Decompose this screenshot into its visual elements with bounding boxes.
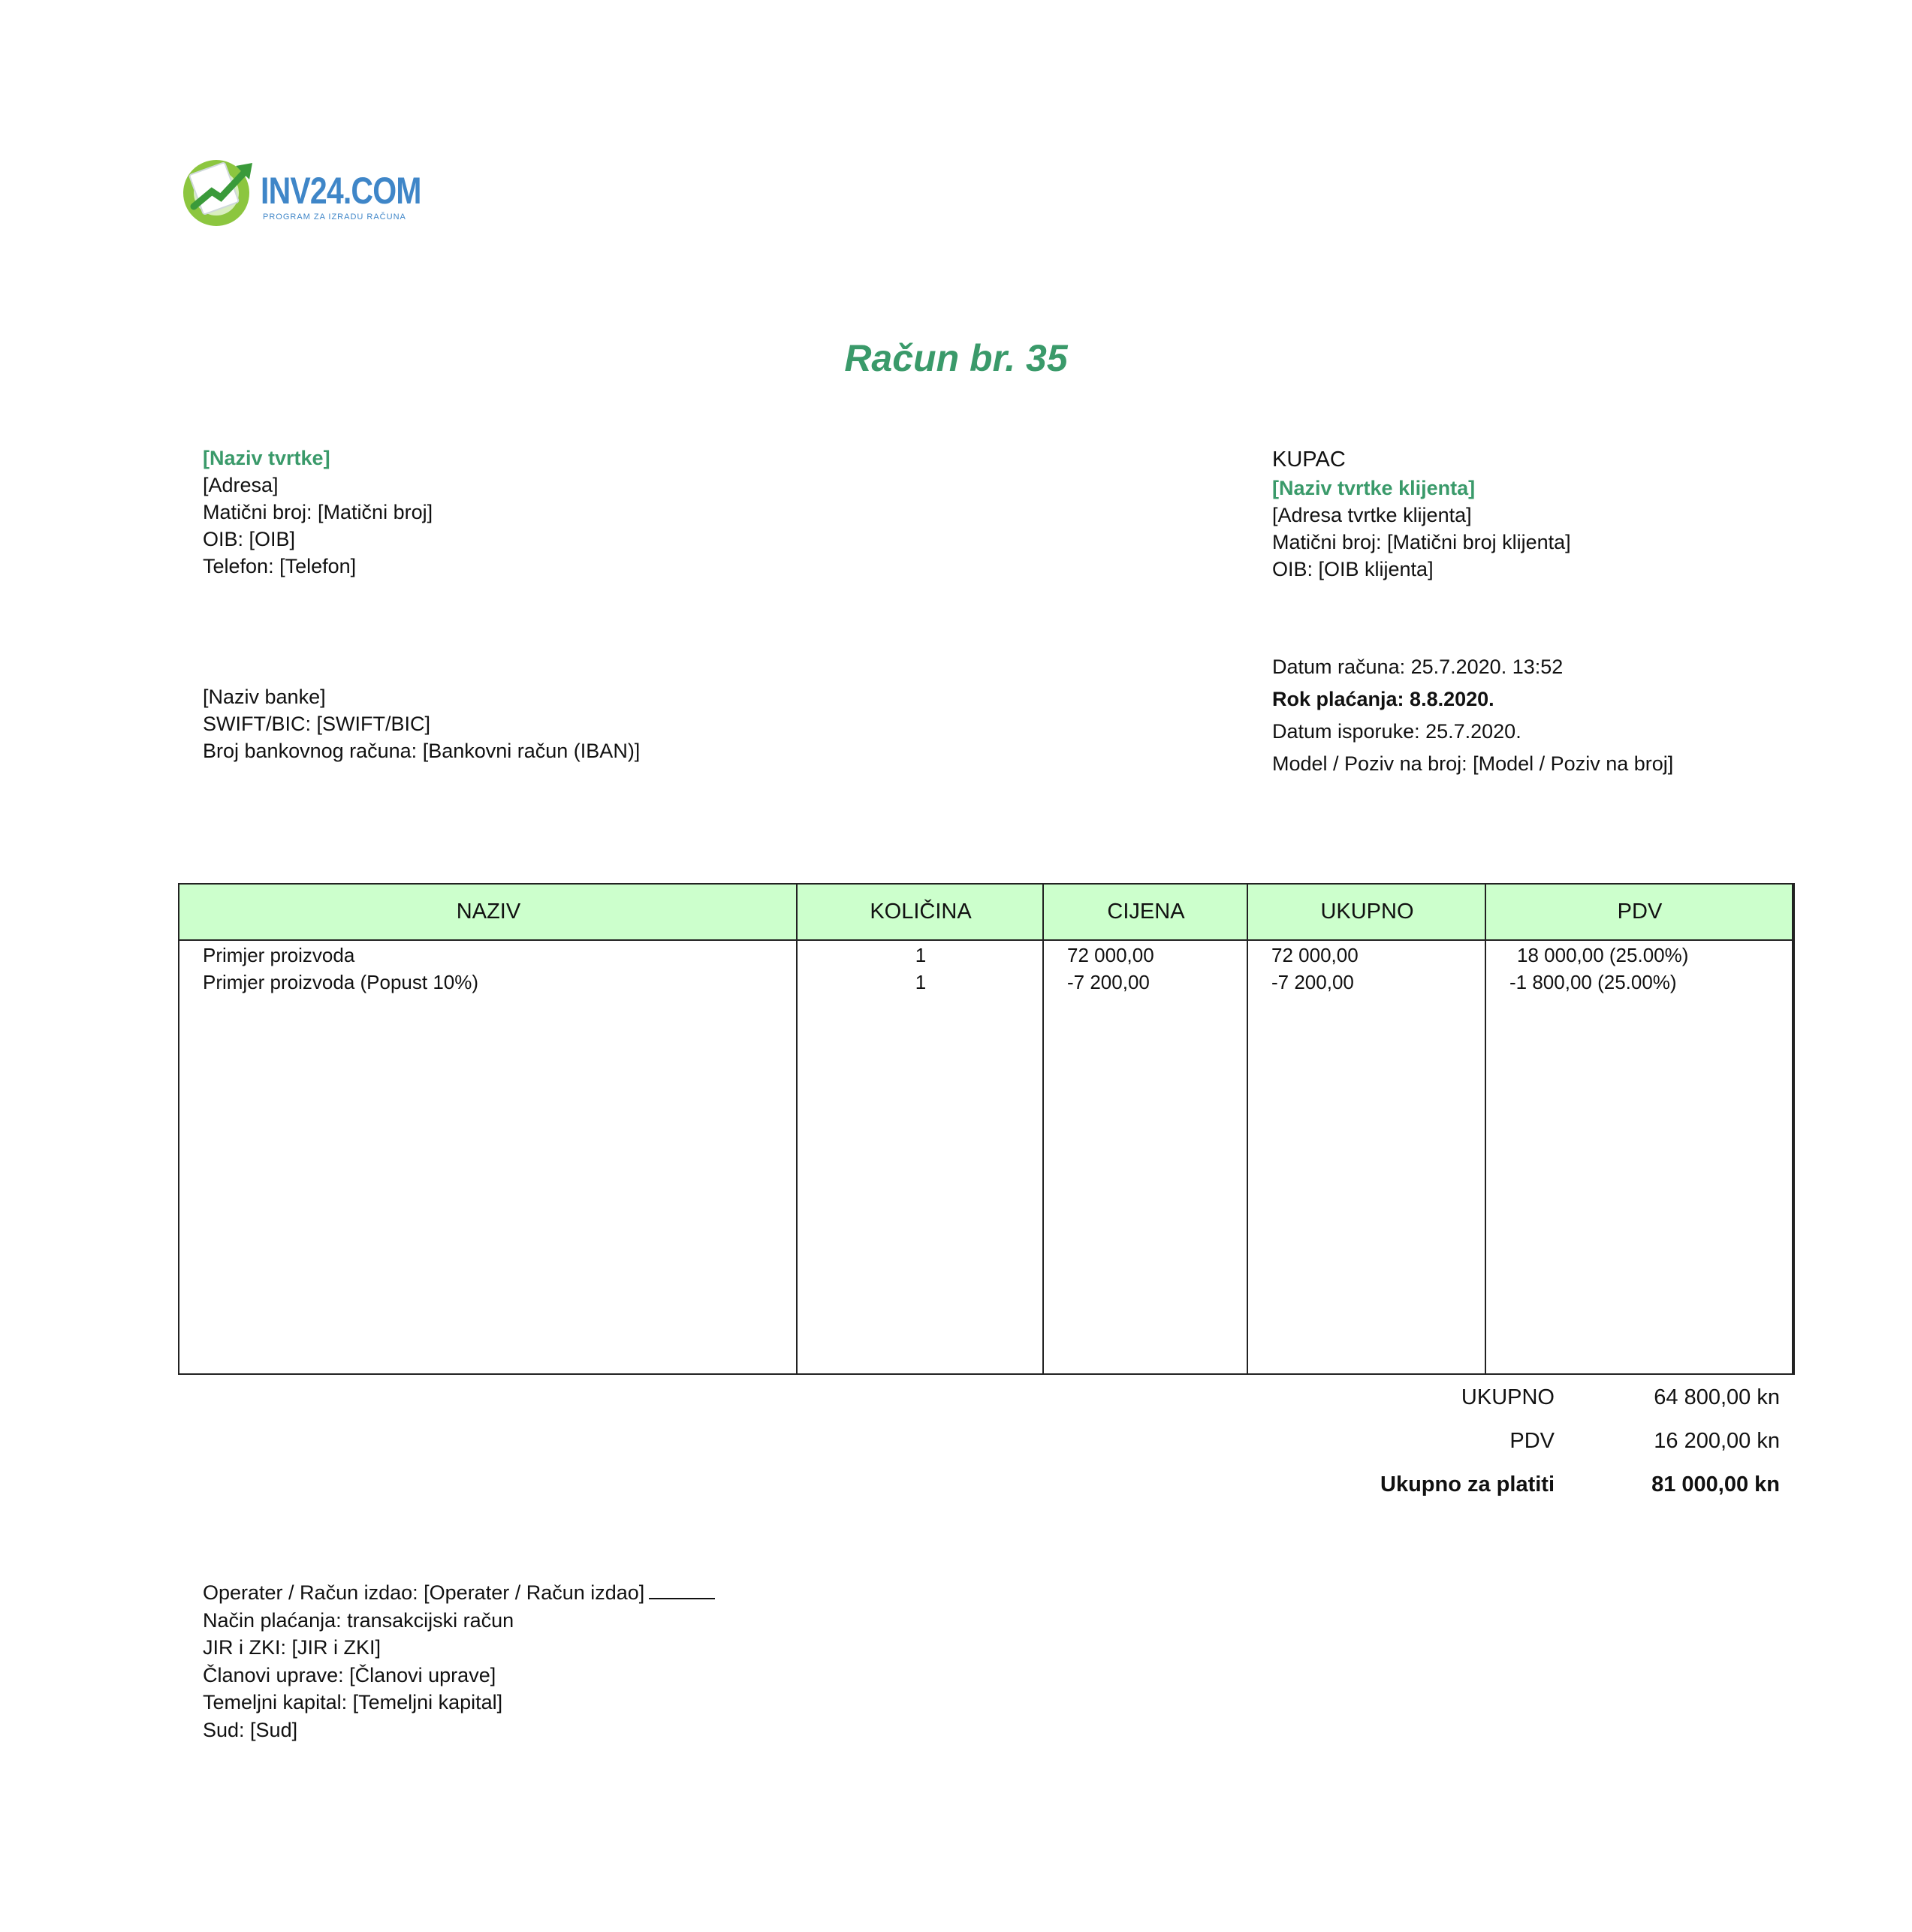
logo-icon (180, 154, 263, 229)
buyer-name: [Naziv tvrtke klijenta] (1272, 477, 1476, 499)
logo-brand: INV24.COM (261, 170, 421, 212)
vat-row (1277, 1429, 1795, 1472)
subtotal-value: 64 800,00 kn (1654, 1385, 1780, 1409)
bank-name: [Naziv banke] (203, 686, 326, 708)
header-ukupno: UKUPNO (1320, 900, 1414, 924)
row-2-name: Primjer proizvoda (Popust 10%) (203, 971, 479, 993)
footer-capital: Temeljni kapital: [Temeljni kapital] (203, 1691, 503, 1713)
header-kolicina: KOLIČINA (870, 900, 972, 924)
grand-total-row (1277, 1472, 1795, 1516)
invoice-date: Datum računa: 25.7.2020. 13:52 (1272, 656, 1564, 678)
buyer-address: [Adresa tvrtke klijenta] (1272, 504, 1472, 526)
vat-label: PDV (1509, 1429, 1555, 1453)
due-date: Rok plaćanja: 8.8.2020. (1272, 688, 1494, 710)
footer-block (203, 1579, 715, 1744)
delivery-date: Datum isporuke: 25.7.2020. (1272, 720, 1521, 743)
footer-jir-zki: JIR i ZKI: [JIR i ZKI] (203, 1636, 381, 1659)
bank-swift: SWIFT/BIC: [SWIFT/BIC] (203, 713, 430, 735)
row-1-total: 72 000,00 (1271, 944, 1359, 966)
operator-text: Operater / Račun izdao: [Operater / Račun izdao] (203, 1581, 645, 1604)
footer-operator (203, 1579, 715, 1607)
grand-total-value: 81 000,00 kn (1651, 1472, 1780, 1496)
invoice-title: Račun br. 35 (844, 337, 1068, 379)
signature-line (649, 1581, 715, 1599)
vat-value: 16 200,00 kn (1654, 1429, 1780, 1453)
footer-payment-method: Način plaćanja: transakcijski račun (203, 1608, 514, 1632)
row-2-vat: -1 800,00 (25.00%) (1509, 971, 1677, 993)
row-1-price: 72 000,00 (1067, 944, 1154, 966)
payment-model: Model / Poziv na broj: [Model / Poziv na broj] (1272, 752, 1674, 775)
company-logo (180, 154, 421, 229)
grand-total-label: Ukupno za platiti (1380, 1472, 1555, 1496)
seller-address: [Adresa] (203, 474, 279, 496)
logo-tagline: PROGRAM ZA IZRADU RAČUNA (263, 212, 406, 222)
seller-registration: Matični broj: [Matični broj] (203, 501, 433, 523)
subtotal-row (1277, 1385, 1795, 1429)
header-pdv: PDV (1617, 900, 1663, 924)
seller-oib: OIB: [OIB] (203, 528, 296, 550)
bank-block (203, 683, 640, 764)
buyer-oib: OIB: [OIB klijenta] (1272, 558, 1434, 580)
seller-phone: Telefon: [Telefon] (203, 555, 357, 577)
row-1-vat: 18 000,00 (25.00%) (1517, 944, 1689, 966)
footer-court: Sud: [Sud] (203, 1718, 298, 1741)
seller-name: [Naziv tvrtke] (203, 447, 330, 469)
items-table (178, 883, 1795, 1375)
dates-block (1272, 651, 1673, 780)
row-1-name: Primjer proizvoda (203, 944, 355, 966)
buyer-heading: KUPAC (1272, 448, 1346, 472)
seller-block (203, 445, 433, 580)
row-2-qty: 1 (915, 971, 927, 993)
row-1-qty: 1 (915, 944, 927, 966)
header-naziv: NAZIV (456, 900, 521, 924)
buyer-registration: Matični broj: [Matični broj klijenta] (1272, 531, 1571, 553)
header-cijena: CIJENA (1107, 900, 1185, 924)
buyer-block (1272, 445, 1571, 583)
row-2-total: -7 200,00 (1271, 971, 1354, 993)
footer-board: Članovi uprave: [Članovi uprave] (203, 1663, 496, 1686)
bank-account: Broj bankovnog računa: [Bankovni račun (IBAN)] (203, 740, 641, 762)
row-2-price: -7 200,00 (1067, 971, 1150, 993)
subtotal-label: UKUPNO (1461, 1385, 1555, 1409)
